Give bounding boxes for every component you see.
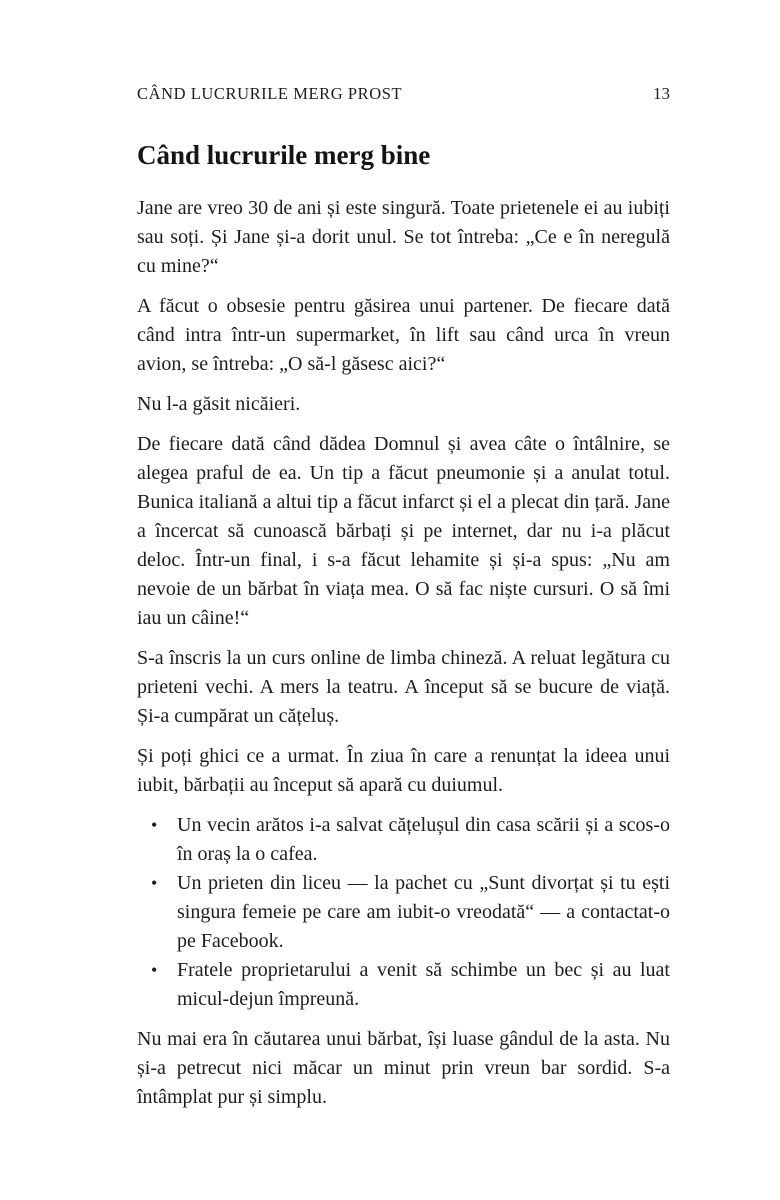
body-text	[137, 194, 670, 1112]
bullet-list-item	[137, 811, 670, 869]
body-paragraph: Și poți ghici ce a urmat. În ziua în care a renunțat la ideea unui iubit, bărbații au început să apară cu duiumul.	[137, 745, 670, 796]
chapter-title: Când lucrurile merg bine	[137, 140, 431, 170]
bullet-list-item	[137, 869, 670, 956]
body-paragraph: A făcut o obsesie pentru găsirea unui partener. De fiecare dată când intra într-un supermarket, în lift sau când urca în vreun avion, se întreba: „O să-l găsesc aici?“	[137, 295, 670, 375]
bullet-list-item	[137, 956, 670, 1014]
bullet-icon: •	[151, 960, 158, 980]
body-paragraph: S-a înscris la un curs online de limba chineză. A reluat legătura cu prieteni vechi. A mers la teatru. A început să se bucure de viață. Și-a cumpărat un cățeluș.	[137, 647, 670, 727]
page-number: 13	[653, 84, 670, 103]
bullet-list	[137, 811, 670, 1014]
bullet-icon: •	[151, 815, 158, 835]
body-paragraph: Nu l-a găsit nicăieri.	[137, 393, 301, 415]
bullet-icon: •	[151, 873, 158, 893]
bullet-item-text: Un vecin arătos i-a salvat cățelușul din casa scării și a scos-o în oraș la o cafea.	[177, 814, 670, 865]
running-head-row	[137, 84, 670, 104]
bullet-item-text: Fratele proprietarului a venit să schimbe un bec și au luat micul-dejun împreună.	[177, 959, 670, 1010]
body-paragraph: De fiecare dată când dădea Domnul și avea câte o întâlnire, se alegea praful de ea. Un tip a făcut pneumonie și a anulat totul. Bunica italiană a altui tip a făcut infarct și el a plecat din țară. Jane a încercat să cunoască bărbați și pe internet, dar nu i-a plăcut deloc. Într-un final, i s-a făcut lehamite și și-a spus: „Nu am nevoie de un bărbat în viața mea. O să fac niște cursuri. O să îmi iau un câine!“	[137, 433, 670, 629]
bullet-item-text: Un prieten din liceu — la pachet cu „Sunt divorțat și tu ești singura femeie pe care am iubit-o vreodată“ — a contactat-o pe Facebook.	[177, 872, 670, 952]
body-paragraph: Nu mai era în căutarea unui bărbat, își luase gândul de la asta. Nu și-a petrecut nici măcar un minut prin vreun bar sordid. S-a întâmplat pur și simplu.	[137, 1028, 670, 1108]
running-head: CÂND LUCRURILE MERG PROST	[137, 84, 403, 103]
body-paragraph: Jane are vreo 30 de ani și este singură. Toate prietenele ei au iubiți sau soți. Și Jane și-a dorit unul. Se tot întreba: „Ce e în neregulă cu mine?“	[137, 197, 670, 277]
